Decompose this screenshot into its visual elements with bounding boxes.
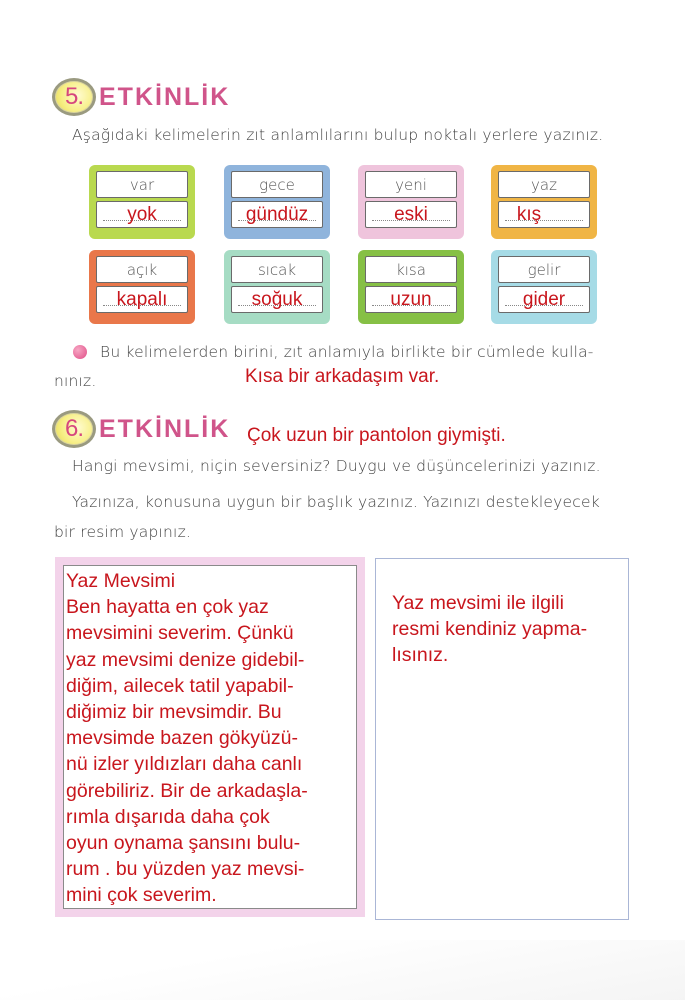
essay-line: nü izler yıldızları daha canlı [66, 753, 303, 776]
essay-line: mini çok severim. [66, 884, 217, 907]
word-card [224, 165, 330, 239]
card-word: gece [259, 175, 295, 194]
activity-6-instruction-1: Hangi mevsimi, niçin seversiniz? Duygu ve düşüncelerinizi yazınız. [72, 457, 601, 475]
answer-field[interactable] [365, 201, 457, 228]
answer-field[interactable] [231, 286, 323, 313]
essay-line: görebiliriz. Bir de arkadaşla- [66, 779, 308, 802]
card-answer: gider [522, 288, 566, 310]
activity-5-instruction: Aşağıdaki kelimelerin zıt anlamlılarını bulup noktalı yerlere yazınız. [72, 126, 604, 144]
card-answer: yok [127, 203, 157, 225]
card-word: yaz [531, 175, 557, 194]
essay-line: mevsimde bazen gökyüzü- [66, 727, 298, 750]
activity-number-badge [52, 78, 96, 116]
card-answer: kapalı [116, 288, 168, 310]
answer-field[interactable] [96, 201, 188, 228]
answer-field[interactable] [365, 286, 457, 313]
card-answer: uzun [390, 288, 432, 310]
essay-line: yaz mevsimi denize gidebil- [66, 648, 305, 671]
word-card [358, 165, 464, 239]
bullet-icon [73, 345, 87, 359]
word-card [491, 250, 597, 324]
answer-sentence-1: Kısa bir arkadaşım var. [245, 366, 440, 387]
picture-note [392, 590, 622, 668]
card-answer: kış [516, 203, 542, 225]
activity-number-badge [52, 410, 96, 448]
picture-note-line: resmi kendiniz yapma- [392, 618, 588, 640]
activity-title: ETKİNLİK [99, 82, 231, 111]
essay-line: oyun oynama şansını bulu- [66, 832, 301, 855]
card-word: kısa [396, 260, 426, 279]
word-card [224, 250, 330, 324]
answer-sentence-2: Çok uzun bir pantolon giymişti. [247, 425, 506, 446]
activity-6-instruction-2b: bir resim yapınız. [54, 523, 192, 541]
card-word: açık [126, 260, 158, 279]
activity-6-instruction-2a: Yazınıza, konusuna uygun bir başlık yazınız. Yazınızı destekleyecek [72, 493, 600, 511]
page-shadow [0, 940, 685, 1000]
card-word: sıcak [257, 260, 297, 279]
answer-field[interactable] [498, 201, 590, 228]
activity-5-header [52, 78, 230, 116]
word-card [89, 165, 195, 239]
answer-field[interactable] [96, 286, 188, 313]
word-card [358, 250, 464, 324]
essay-line: rımla dışarıda daha çok [66, 805, 270, 828]
word-card [89, 250, 195, 324]
essay-line: rum . bu yüzden yaz mevsi- [66, 858, 305, 881]
sentence-task-line1: Bu kelimelerden birini, zıt anlamıyla birlikte bir cümlede kulla- [100, 343, 594, 361]
answer-field[interactable] [231, 201, 323, 228]
essay-text [66, 568, 356, 909]
card-word: gelir [527, 260, 561, 279]
activity-number: 5. [64, 83, 83, 110]
essay-line: mevsimini severim. Çünkü [66, 622, 294, 645]
sentence-task-line2: nınız. [54, 372, 97, 390]
picture-note-line: Yaz mevsimi ile ilgili [392, 592, 564, 614]
card-word: yeni [395, 175, 427, 194]
essay-line: diğimiz bir mevsimdir. Bu [66, 701, 282, 724]
essay-line: Ben hayatta en çok yaz [66, 596, 269, 619]
word-card [491, 165, 597, 239]
activity-title: ETKİNLİK [99, 414, 231, 443]
card-answer: eski [394, 203, 428, 225]
picture-note-line: lısınız. [392, 644, 449, 666]
answer-field[interactable] [498, 286, 590, 313]
activity-6-header [52, 410, 230, 448]
card-word: var [129, 175, 155, 194]
card-answer: gündüz [245, 203, 309, 225]
card-answer: soğuk [251, 288, 303, 310]
essay-line: diğim, ailecek tatil yapabil- [66, 674, 294, 697]
essay-title: Yaz Mevsimi [66, 570, 176, 592]
activity-number: 6. [64, 415, 83, 442]
